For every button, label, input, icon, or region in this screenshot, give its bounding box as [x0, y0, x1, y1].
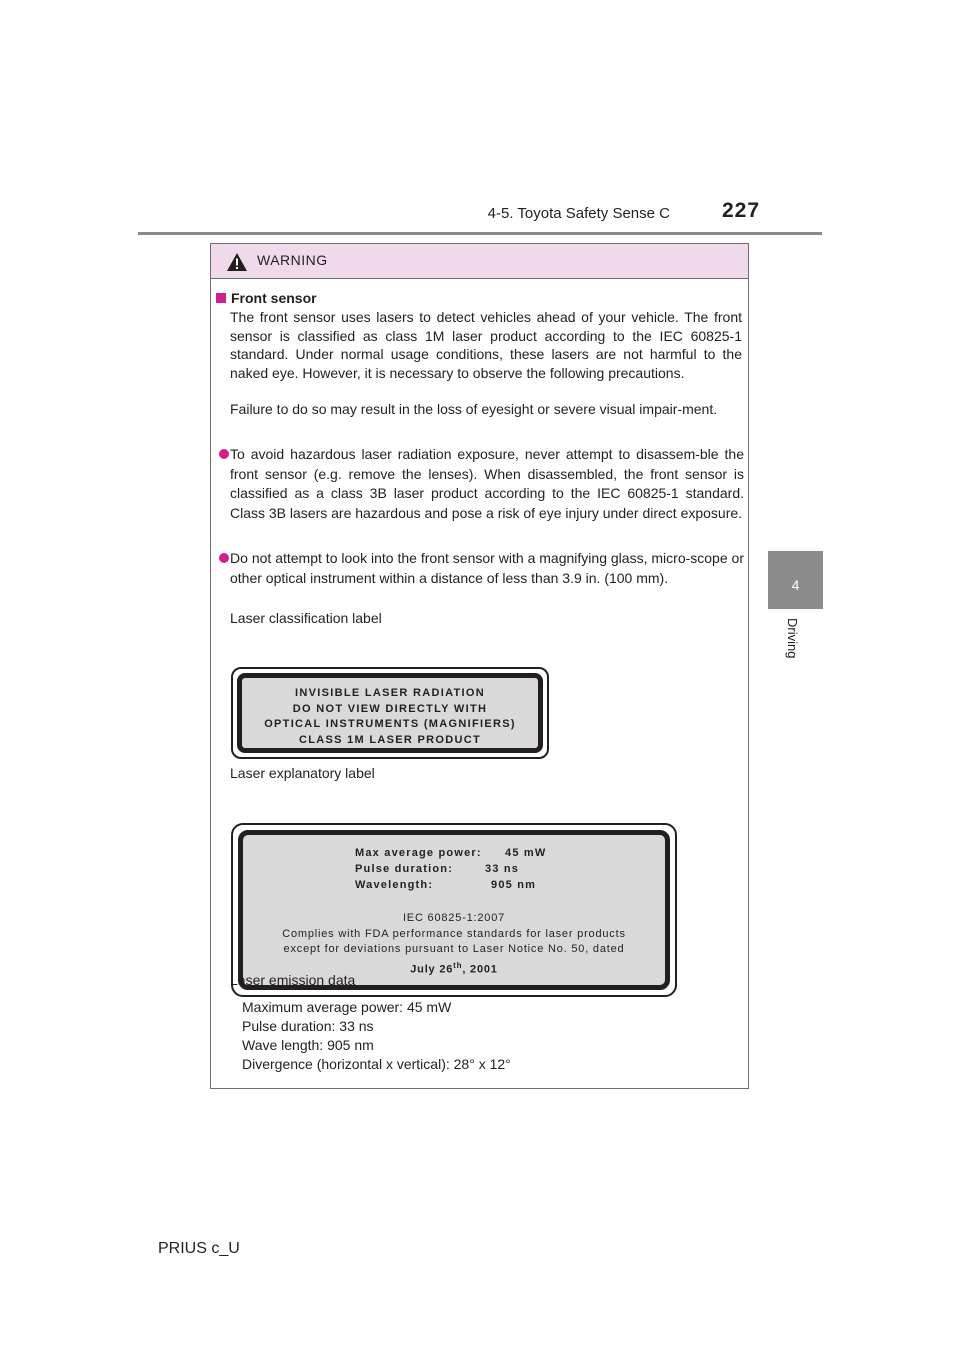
compliance-line: Complies with FDA performance standards for laser products: [282, 927, 626, 940]
bullet-item: [216, 549, 744, 588]
emission-line: Maximum average power: 45 mW: [242, 999, 452, 1015]
laser-classification-label: [231, 667, 549, 759]
label-line: CLASS 1M LASER PRODUCT: [299, 733, 481, 746]
warning-title: WARNING: [257, 252, 328, 268]
subheading-text: Front sensor: [231, 290, 317, 306]
chapter-tab: [768, 551, 823, 609]
chapter-tab-number: 4: [791, 577, 800, 593]
round-bullet-icon: [219, 553, 229, 563]
failure-paragraph: Failure to do so may result in the loss of eyesight or severe visual impair-ment.: [230, 401, 718, 417]
page-number: 227: [722, 199, 761, 222]
subheading: [216, 290, 317, 306]
bullet-item: [216, 445, 744, 523]
label-inner: [238, 830, 670, 990]
label-line: DO NOT VIEW DIRECTLY WITH: [292, 702, 488, 715]
classification-caption: Laser classification label: [230, 610, 382, 626]
laser-explanatory-label: [231, 823, 677, 997]
label-lines: [242, 686, 538, 748]
round-bullet-icon: [219, 449, 229, 459]
spec-name: Max average power:: [355, 847, 482, 859]
warning-header: [211, 244, 748, 279]
label-inner: [237, 673, 543, 753]
footer-model: PRIUS c_U: [158, 1240, 240, 1257]
warning-triangle-icon: [226, 252, 248, 272]
section-title: 4-5. Toyota Safety Sense C: [487, 205, 670, 222]
compliance-line: except for deviations pursuant to Laser Notice No. 50, dated: [283, 943, 625, 955]
emission-line: Pulse duration: 33 ns: [242, 1018, 374, 1034]
emission-caption: Laser emission data: [230, 972, 356, 988]
spec-name: Wavelength:: [355, 879, 434, 891]
chapter-tab-label: [784, 618, 804, 678]
chapter-tab-label-text: Driving: [785, 618, 800, 659]
spec-value: 905 nm: [491, 879, 537, 891]
date-prefix: July 26: [410, 963, 454, 976]
date-suffix: , 2001: [462, 963, 498, 976]
intro-paragraph: The front sensor uses lasers to detect vehicles ahead of your vehicle. The front sensor is classified as class 1M laser product according to the IEC 60825-1 standard. Under normal usage conditions, these lasers are not harmful to the naked eye. However, it is necessary to observe the following precautions.: [230, 309, 742, 381]
compliance-text: [243, 911, 665, 978]
emission-line: Divergence (horizontal x vertical): 28° x 12°: [242, 1056, 511, 1072]
bullet-text: Do not attempt to look into the front sensor with a magnifying glass, micro-scope or other optical instrument within a distance of less than 3.9 in. (100 mm).: [230, 550, 744, 586]
spec-value: 33 ns: [485, 863, 520, 875]
label-line: INVISIBLE LASER RADIATION: [295, 687, 485, 699]
spec-name: Pulse duration:: [355, 863, 454, 875]
header-rule: [138, 232, 822, 235]
explanatory-caption: Laser explanatory label: [230, 765, 375, 781]
warning-box: [210, 243, 749, 1089]
square-bullet-icon: [216, 293, 226, 303]
spec-value: 45 mW: [505, 847, 547, 859]
emission-line: Wave length: 905 nm: [242, 1037, 374, 1053]
label-line: OPTICAL INSTRUMENTS (MAGNIFIERS): [264, 718, 516, 730]
standard-line: IEC 60825-1:2007: [402, 912, 506, 924]
date-superscript: th: [453, 960, 463, 970]
bullet-text: To avoid hazardous laser radiation exposure, never attempt to disassem-ble the front sensor (e.g. remove the lenses). When disassembled, the front sensor is classified as a class 3B laser product according to the IEC 60825-1 standard. Class 3B lasers are hazardous and pose a risk of eye injury under direct exposure.: [230, 446, 744, 521]
